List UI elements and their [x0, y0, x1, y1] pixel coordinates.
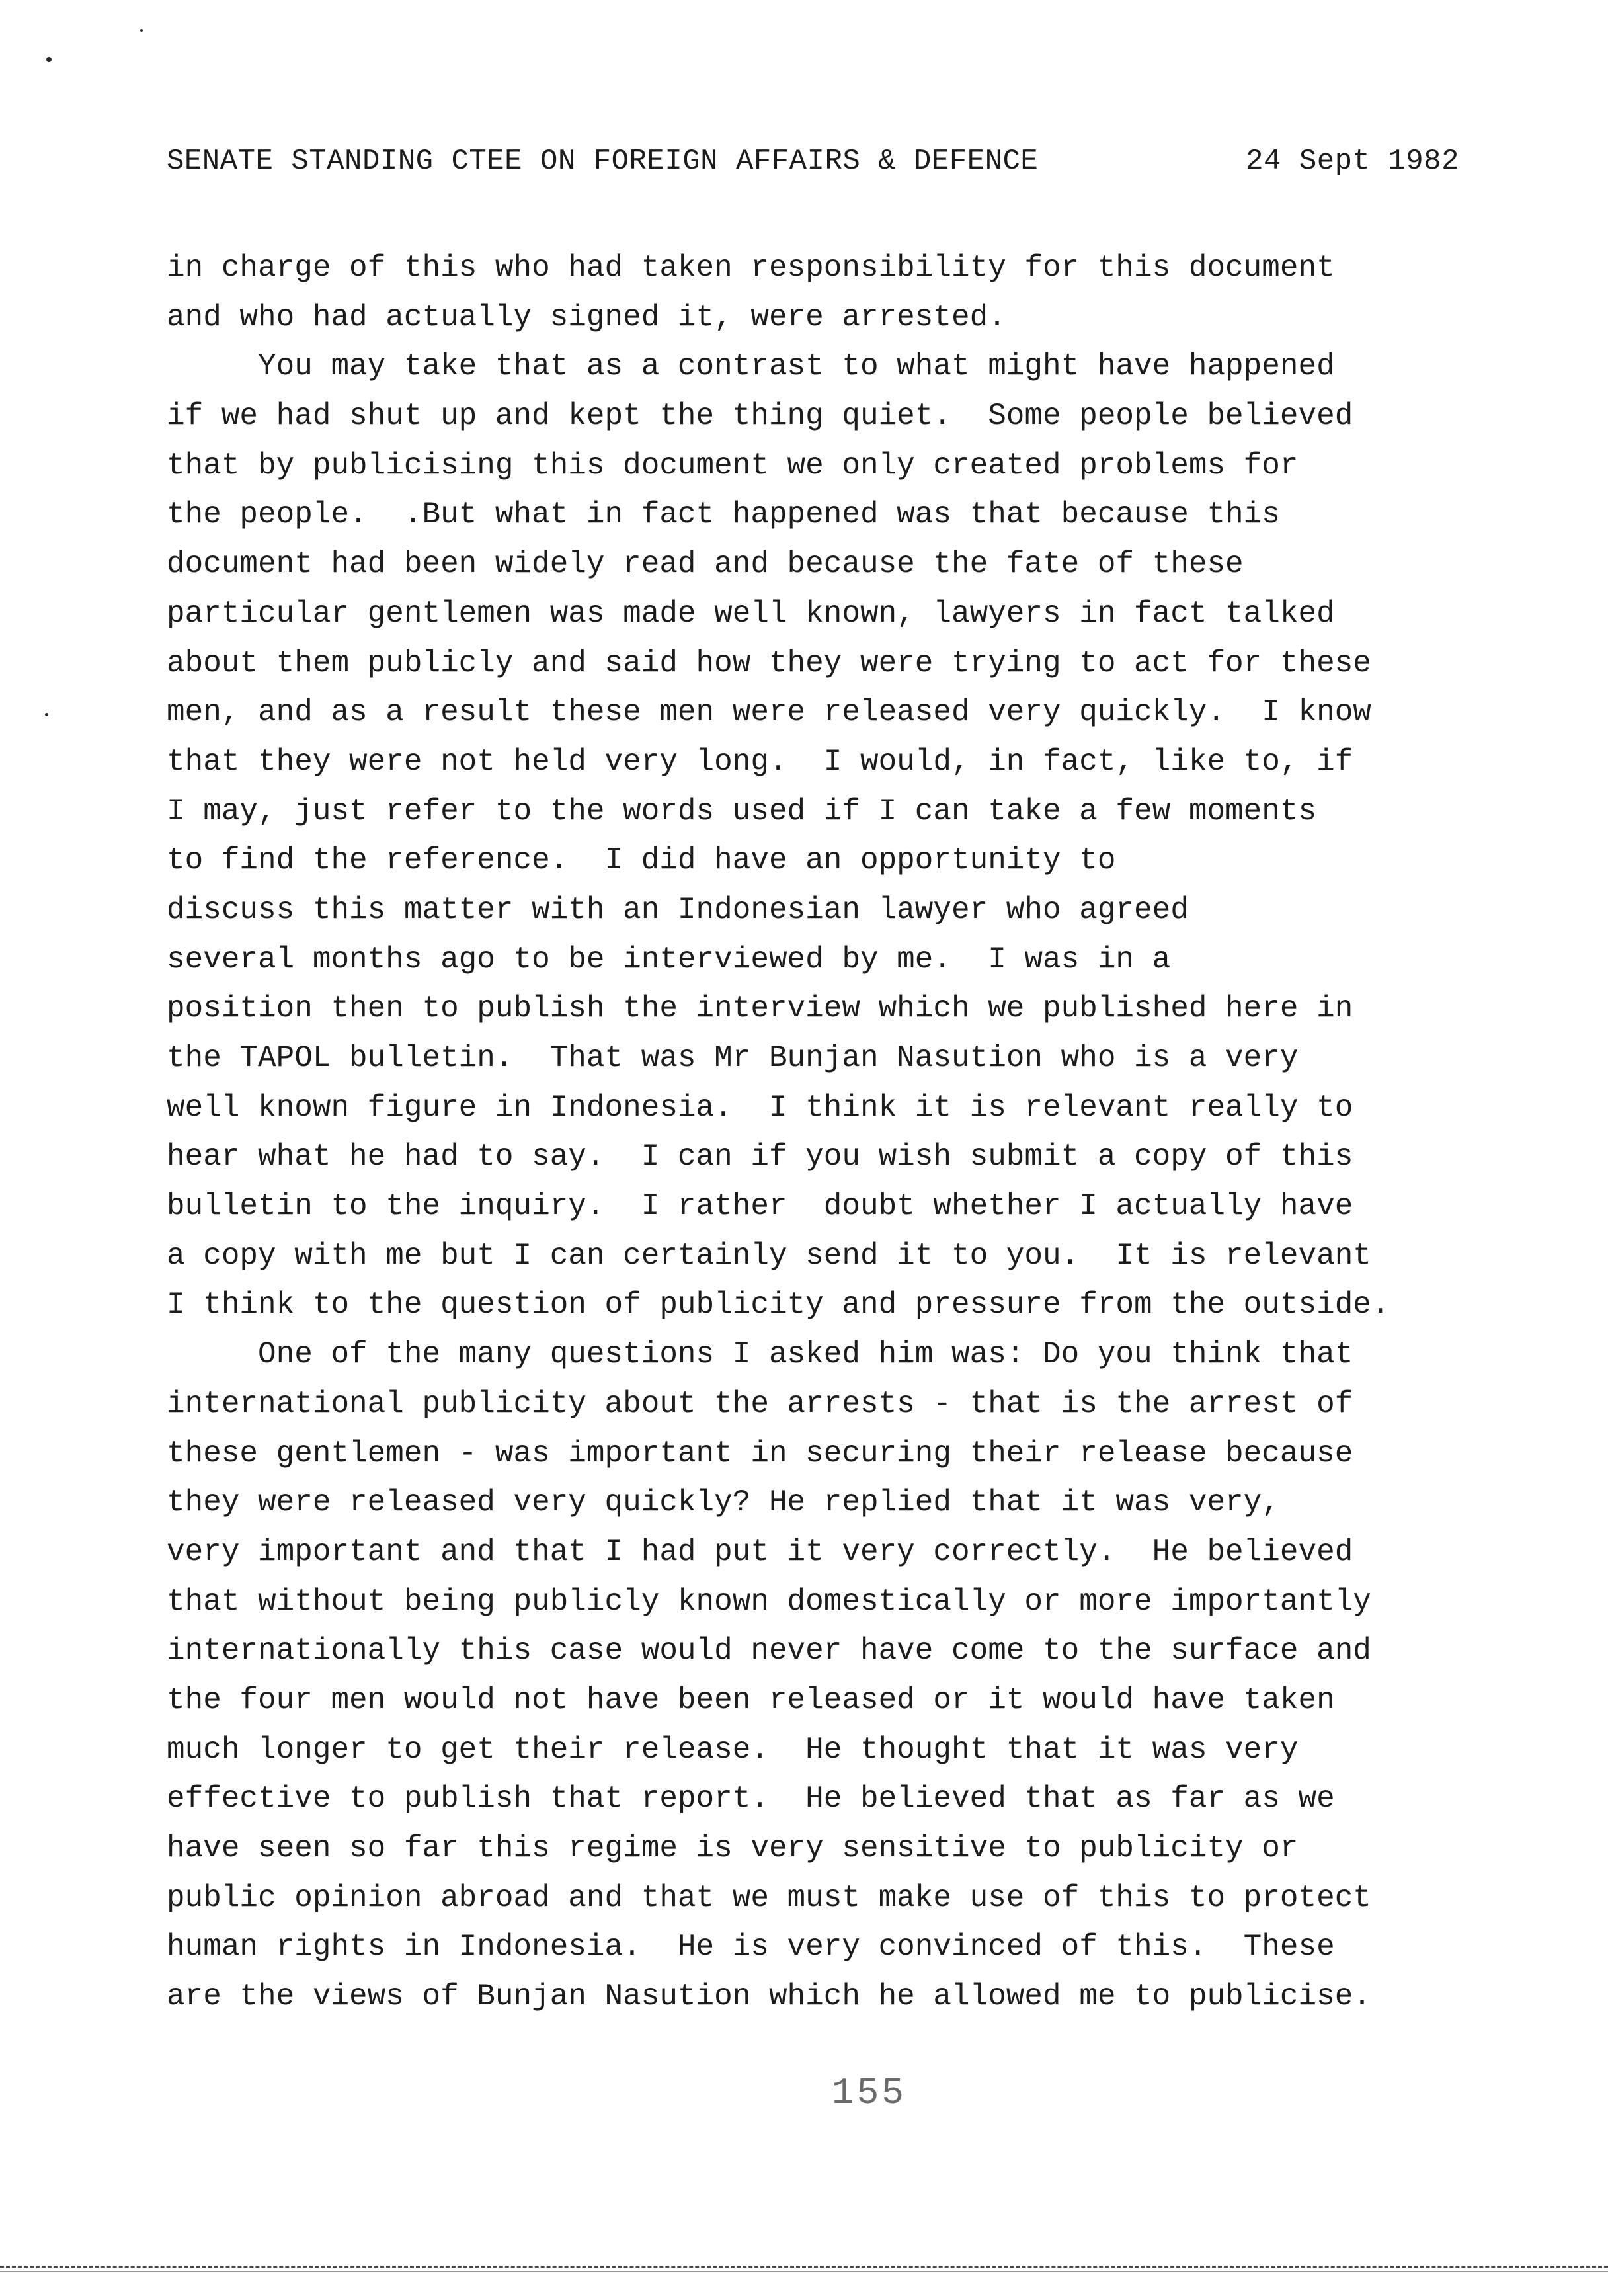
text-line: I may, just refer to the words used if I can take a few moments: [167, 794, 1317, 829]
text-line: the four men would not have been released or it would have taken: [167, 1682, 1335, 1717]
text-line: men, and as a result these men were released very quickly. I know: [167, 695, 1371, 730]
text-line: well known figure in Indonesia. I think it is relevant really to: [167, 1090, 1353, 1125]
text-line: bulletin to the inquiry. I rather doubt whether I actually have: [167, 1189, 1353, 1224]
text-line: position then to publish the interview which we published here in: [167, 991, 1353, 1026]
text-line: several months ago to be interviewed by me. I was in a: [167, 942, 1171, 977]
committee-title: SENATE STANDING CTEE ON FOREIGN AFFAIRS & DEFENCE: [167, 145, 1039, 178]
transcript-body: [167, 243, 1463, 2022]
text-line: document had been widely read and because the fate of these: [167, 547, 1244, 582]
text-line: about them publicly and said how they were trying to act for these: [167, 645, 1371, 680]
text-line: human rights in Indonesia. He is very convinced of this. These: [167, 1930, 1335, 1965]
text-line: effective to publish that report. He believed that as far as we: [167, 1782, 1335, 1817]
bottom-edge-rule-thin: [0, 2271, 1608, 2272]
text-line: internationally this case would never have come to the surface and: [167, 1633, 1371, 1668]
text-line: have seen so far this regime is very sensitive to publicity or: [167, 1831, 1299, 1866]
bottom-edge-rule: [0, 2266, 1608, 2268]
text-line: they were released very quickly? He replied that it was very,: [167, 1485, 1280, 1520]
text-line: very important and that I had put it very correctly. He believed: [167, 1534, 1353, 1569]
text-line: public opinion abroad and that we must make use of this to protect: [167, 1880, 1371, 1915]
margin-speck: [45, 713, 48, 716]
text-line: One of the many questions I asked him was: Do you think that: [167, 1337, 1353, 1372]
page-number: 155: [832, 2072, 906, 2114]
text-line: to find the reference. I did have an opportunity to: [167, 843, 1116, 878]
text-line: the TAPOL bulletin. That was Mr Bunjan Nasution who is a very: [167, 1041, 1299, 1075]
margin-speck: [46, 57, 52, 62]
text-line: I think to the question of publicity and pressure from the outside.: [167, 1288, 1390, 1323]
text-line: the people. .But what in fact happened was that because this: [167, 497, 1280, 532]
text-line: discuss this matter with an Indonesian lawyer who agreed: [167, 892, 1189, 927]
text-line: these gentlemen - was important in securing their release because: [167, 1436, 1353, 1471]
text-line: You may take that as a contrast to what might have happened: [167, 349, 1335, 384]
text-line: much longer to get their release. He thought that it was very: [167, 1732, 1299, 1767]
text-line: in charge of this who had taken responsibility for this document: [167, 251, 1335, 285]
margin-speck: [140, 29, 143, 32]
text-line: particular gentlemen was made well known, lawyers in fact talked: [167, 596, 1335, 631]
text-line: that by publicising this document we only created problems for: [167, 448, 1299, 483]
text-line: are the views of Bunjan Nasution which he allowed me to publicise.: [167, 1979, 1371, 2014]
hearing-date: 24 Sept 1982: [1246, 145, 1459, 178]
text-line: that they were not held very long. I would, in fact, like to, if: [167, 744, 1353, 779]
text-line: a copy with me but I can certainly send it to you. It is relevant: [167, 1238, 1371, 1273]
text-line: international publicity about the arrests - that is the arrest of: [167, 1386, 1353, 1421]
text-line: hear what he had to say. I can if you wish submit a copy of this: [167, 1139, 1353, 1174]
text-line: and who had actually signed it, were arrested.: [167, 300, 1006, 335]
text-line: that without being publicly known domestically or more importantly: [167, 1584, 1371, 1619]
text-line: if we had shut up and kept the thing quiet. Some people believed: [167, 399, 1353, 434]
